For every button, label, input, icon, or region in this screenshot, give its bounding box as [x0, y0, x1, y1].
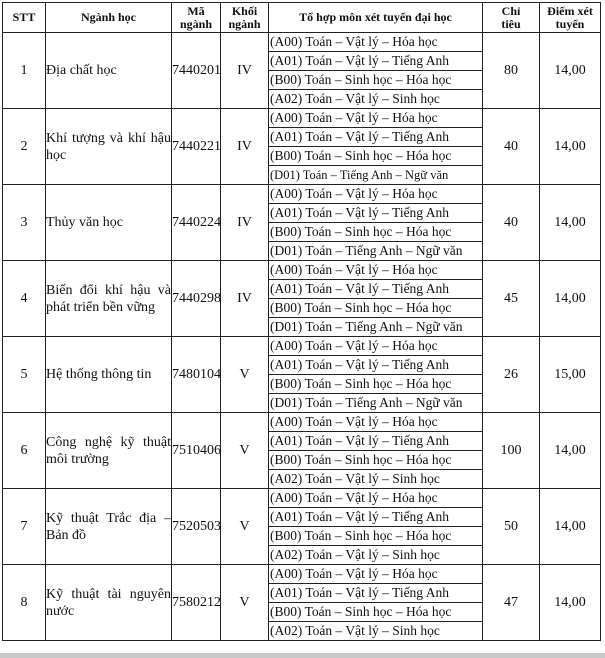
row-quota: 45 — [483, 261, 540, 337]
row-quota: 100 — [483, 413, 540, 489]
combo-item: (A01) Toán – Vật lý – Tiếng Anh — [269, 356, 482, 375]
header-stt: STT — [3, 3, 46, 33]
row-combos — [269, 109, 483, 185]
row-combos — [269, 565, 483, 641]
row-quota: 50 — [483, 489, 540, 565]
row-major-name: Kỹ thuật Trắc địa – Bản đồ — [46, 489, 172, 565]
row-major-code: 7440298 — [172, 261, 221, 337]
table-row — [3, 489, 601, 565]
row-score: 14,00 — [540, 33, 601, 109]
combo-item: (B00) Toán – Sinh học – Hóa học — [269, 527, 482, 546]
row-block: IV — [221, 185, 269, 261]
header-block-line1: Khối — [231, 3, 258, 18]
header-score-line1: Điểm xét — [547, 3, 593, 18]
row-block: V — [221, 489, 269, 565]
header-code-line1: Mã — [187, 3, 205, 18]
row-major-name: Kỹ thuật tài nguyên nước — [46, 565, 172, 641]
row-stt: 1 — [3, 33, 46, 109]
row-block: V — [221, 413, 269, 489]
header-score — [540, 3, 601, 33]
header-code-line2: ngành — [179, 16, 213, 31]
row-score: 15,00 — [540, 337, 601, 413]
row-score: 14,00 — [540, 489, 601, 565]
row-quota: 26 — [483, 337, 540, 413]
table-row — [3, 261, 601, 337]
row-quota: 47 — [483, 565, 540, 641]
header-score-line2: tuyển — [555, 16, 585, 31]
row-major-name: Biến đổi khí hậu và phát triển bền vững — [46, 261, 172, 337]
combo-item: (A02) Toán – Vật lý – Sinh học — [270, 471, 440, 486]
combo-item: (A02) Toán – Vật lý – Sinh học — [270, 547, 440, 562]
row-combos — [269, 489, 483, 565]
combo-item: (A00) Toán – Vật lý – Hóa học — [269, 109, 482, 128]
combo-item: (A01) Toán – Vật lý – Tiếng Anh — [269, 432, 482, 451]
table-row — [3, 565, 601, 641]
combo-item: (A02) Toán – Vật lý – Sinh học — [270, 91, 440, 106]
row-major-code: 7580212 — [172, 565, 221, 641]
combo-item: (A00) Toán – Vật lý – Hóa học — [269, 185, 482, 204]
header-quota-line2: tiêu — [501, 16, 521, 31]
combo-item: (B00) Toán – Sinh học – Hóa học — [269, 451, 482, 470]
header-code — [172, 3, 221, 33]
combo-item: (A01) Toán – Vật lý – Tiếng Anh — [269, 508, 482, 527]
row-combos — [269, 185, 483, 261]
row-block: IV — [221, 109, 269, 185]
row-stt: 7 — [3, 489, 46, 565]
row-block: IV — [221, 33, 269, 109]
row-major-code: 7520503 — [172, 489, 221, 565]
row-block: IV — [221, 261, 269, 337]
row-block: V — [221, 337, 269, 413]
combo-item: (A01) Toán – Vật lý – Tiếng Anh — [269, 128, 482, 147]
combo-item: (B00) Toán – Sinh học – Hóa học — [269, 147, 482, 166]
admission-table — [2, 2, 601, 641]
combo-item: (B00) Toán – Sinh học – Hóa học — [269, 375, 482, 394]
header-quota — [483, 3, 540, 33]
row-major-name: Công nghệ kỹ thuật môi trường — [46, 413, 172, 489]
combo-item: (D01) Toán – Tiếng Anh – Ngữ văn — [270, 319, 463, 334]
row-major-name: Hệ thống thông tin — [46, 337, 172, 413]
combo-item: (D01) Toán – Tiếng Anh – Ngữ văn — [270, 395, 463, 410]
combo-item: (A00) Toán – Vật lý – Hóa học — [269, 489, 482, 508]
header-major: Ngành học — [46, 3, 172, 33]
row-major-name: Thủy văn học — [46, 185, 172, 261]
row-stt: 6 — [3, 413, 46, 489]
row-stt: 2 — [3, 109, 46, 185]
header-block-line2: ngành — [228, 16, 261, 31]
row-combos — [269, 33, 483, 109]
combo-item: (A00) Toán – Vật lý – Hóa học — [269, 337, 482, 356]
header-row — [3, 3, 601, 33]
combo-item: (A01) Toán – Vật lý – Tiếng Anh — [269, 584, 482, 603]
table-row — [3, 337, 601, 413]
row-block: V — [221, 565, 269, 641]
combo-item: (A00) Toán – Vật lý – Hóa học — [269, 565, 482, 584]
table-row — [3, 185, 601, 261]
header-combos: Tổ hợp môn xét tuyển đại học — [269, 3, 483, 33]
row-combos — [269, 413, 483, 489]
combo-item: (A00) Toán – Vật lý – Hóa học — [269, 261, 482, 280]
row-combos — [269, 261, 483, 337]
combo-item: (A00) Toán – Vật lý – Hóa học — [269, 413, 482, 432]
row-combos — [269, 337, 483, 413]
row-score: 14,00 — [540, 109, 601, 185]
row-stt: 5 — [3, 337, 46, 413]
combo-item: (B00) Toán – Sinh học – Hóa học — [269, 71, 482, 90]
row-major-code: 7480104 — [172, 337, 221, 413]
row-major-code: 7440224 — [172, 185, 221, 261]
combo-item: (A00) Toán – Vật lý – Hóa học — [269, 33, 482, 52]
row-stt: 8 — [3, 565, 46, 641]
row-major-name: Địa chất học — [46, 33, 172, 109]
table-row — [3, 33, 601, 109]
row-score: 14,00 — [540, 565, 601, 641]
combo-item: (B00) Toán – Sinh học – Hóa học — [269, 299, 482, 318]
header-quota-line1: Chỉ — [501, 3, 521, 18]
combo-item: (A01) Toán – Vật lý – Tiếng Anh — [269, 204, 482, 223]
header-block — [221, 3, 269, 33]
combo-item: (A02) Toán – Vật lý – Sinh học — [270, 623, 440, 638]
row-quota: 40 — [483, 109, 540, 185]
combo-item: (B00) Toán – Sinh học – Hóa học — [269, 223, 482, 242]
row-major-code: 7510406 — [172, 413, 221, 489]
row-score: 14,00 — [540, 413, 601, 489]
row-major-code: 7440221 — [172, 109, 221, 185]
table-body — [3, 33, 601, 641]
combo-item: (B00) Toán – Sinh học – Hóa học — [269, 603, 482, 622]
table-row — [3, 413, 601, 489]
combo-item: (A01) Toán – Vật lý – Tiếng Anh — [269, 52, 482, 71]
table-row — [3, 109, 601, 185]
combo-item: (D01) Toán – Tiếng Anh – Ngữ văn — [270, 243, 463, 258]
row-major-name: Khí tượng và khí hậu học — [46, 109, 172, 185]
row-stt: 3 — [3, 185, 46, 261]
bottom-edge-bar — [0, 653, 605, 658]
row-score: 14,00 — [540, 185, 601, 261]
row-quota: 80 — [483, 33, 540, 109]
combo-item: (A01) Toán – Vật lý – Tiếng Anh — [269, 280, 482, 299]
row-quota: 40 — [483, 185, 540, 261]
row-major-code: 7440201 — [172, 33, 221, 109]
row-score: 14,00 — [540, 261, 601, 337]
combo-item: (D01) Toán – Tiếng Anh – Ngữ văn — [270, 168, 449, 182]
row-stt: 4 — [3, 261, 46, 337]
